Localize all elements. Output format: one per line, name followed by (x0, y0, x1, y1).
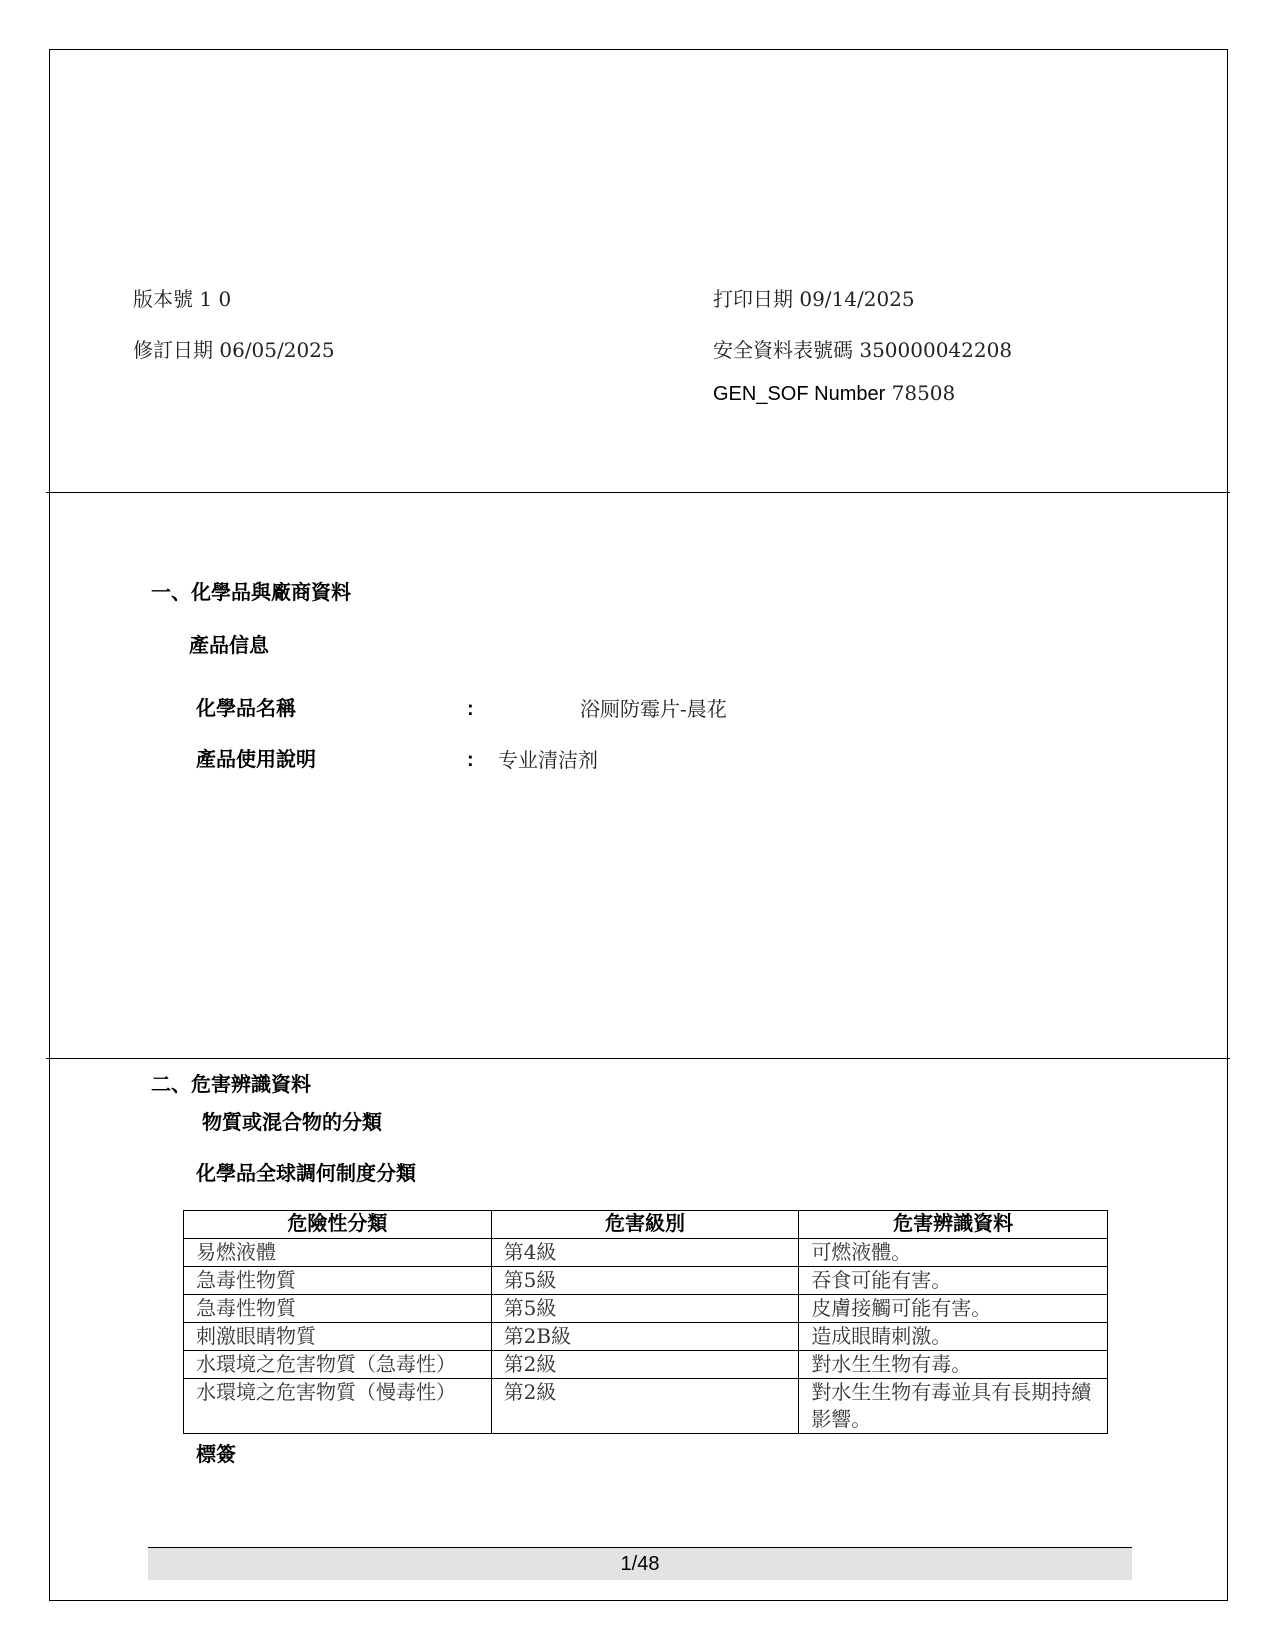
product-use-colon: : (467, 749, 474, 771)
page-number: 1/48 (620, 1553, 660, 1575)
column-header-hazard-class: 危險性分類 (184, 1211, 492, 1239)
hazard-category-cell: 第2B級 (491, 1323, 799, 1351)
hazard-classification-table (183, 1210, 1108, 1434)
gen-sof-value: 78508 (891, 381, 956, 405)
gen-sof-number (713, 381, 955, 406)
hazard-statement-cell: 吞食可能有害。 (799, 1267, 1108, 1295)
hazard-category-cell: 第5級 (491, 1267, 799, 1295)
chemical-name-label: 化學品名稱 (196, 698, 296, 720)
sds-number: 安全資料表號碼 350000042208 (713, 338, 1013, 362)
hazard-statement-cell: 可燃液體。 (799, 1239, 1108, 1267)
hazard-category-cell: 第2級 (491, 1379, 799, 1434)
hazard-statement-cell: 造成眼睛刺激。 (799, 1323, 1108, 1351)
hazard-statement-cell: 皮膚接觸可能有害。 (799, 1295, 1108, 1323)
print-date: 打印日期 09/14/2025 (713, 287, 915, 311)
revision-date: 修訂日期 06/05/2025 (133, 338, 335, 362)
table-row (184, 1323, 1108, 1351)
product-use-label: 產品使用說明 (196, 749, 316, 771)
hazard-class-cell: 急毒性物質 (184, 1295, 492, 1323)
section2-subtitle: 物質或混合物的分類 (202, 1112, 382, 1134)
table-row (184, 1239, 1108, 1267)
hazard-category-cell: 第4級 (491, 1239, 799, 1267)
table-row (184, 1379, 1108, 1434)
ghs-classification-title: 化學品全球調何制度分類 (196, 1163, 416, 1185)
product-use-value: 专业清洁剂 (498, 748, 598, 772)
table-row (184, 1295, 1108, 1323)
gen-sof-label: GEN_SOF Number (713, 383, 886, 405)
hazard-class-cell: 刺激眼睛物質 (184, 1323, 492, 1351)
hazard-category-cell: 第5級 (491, 1295, 799, 1323)
table-row (184, 1351, 1108, 1379)
hazard-class-cell: 水環境之危害物質（慢毒性） (184, 1379, 492, 1434)
chemical-name-colon: : (467, 698, 474, 720)
page-footer (148, 1547, 1132, 1580)
table-row (184, 1267, 1108, 1295)
hazard-statement-cell: 對水生生物有毒並具有長期持續影響。 (799, 1379, 1108, 1434)
hazard-category-cell: 第2級 (491, 1351, 799, 1379)
section1-title: 一、化學品與廠商資料 (151, 582, 351, 604)
table-header-row (184, 1211, 1108, 1239)
column-header-hazard-category: 危害級別 (491, 1211, 799, 1239)
section2-title: 二、危害辨識資料 (151, 1074, 311, 1096)
section-divider (46, 1058, 1230, 1059)
hazard-class-cell: 水環境之危害物質（急毒性） (184, 1351, 492, 1379)
hazard-class-cell: 易燃液體 (184, 1239, 492, 1267)
chemical-name-value: 浴厕防霉片-晨花 (580, 697, 727, 721)
header-divider (46, 492, 1230, 493)
label-heading: 標簽 (196, 1444, 236, 1466)
hazard-class-cell: 急毒性物質 (184, 1267, 492, 1295)
column-header-hazard-statement: 危害辨識資料 (799, 1211, 1108, 1239)
version-number: 版本號 1 0 (133, 287, 232, 311)
hazard-statement-cell: 對水生生物有毒。 (799, 1351, 1108, 1379)
section1-subtitle: 產品信息 (189, 635, 269, 657)
